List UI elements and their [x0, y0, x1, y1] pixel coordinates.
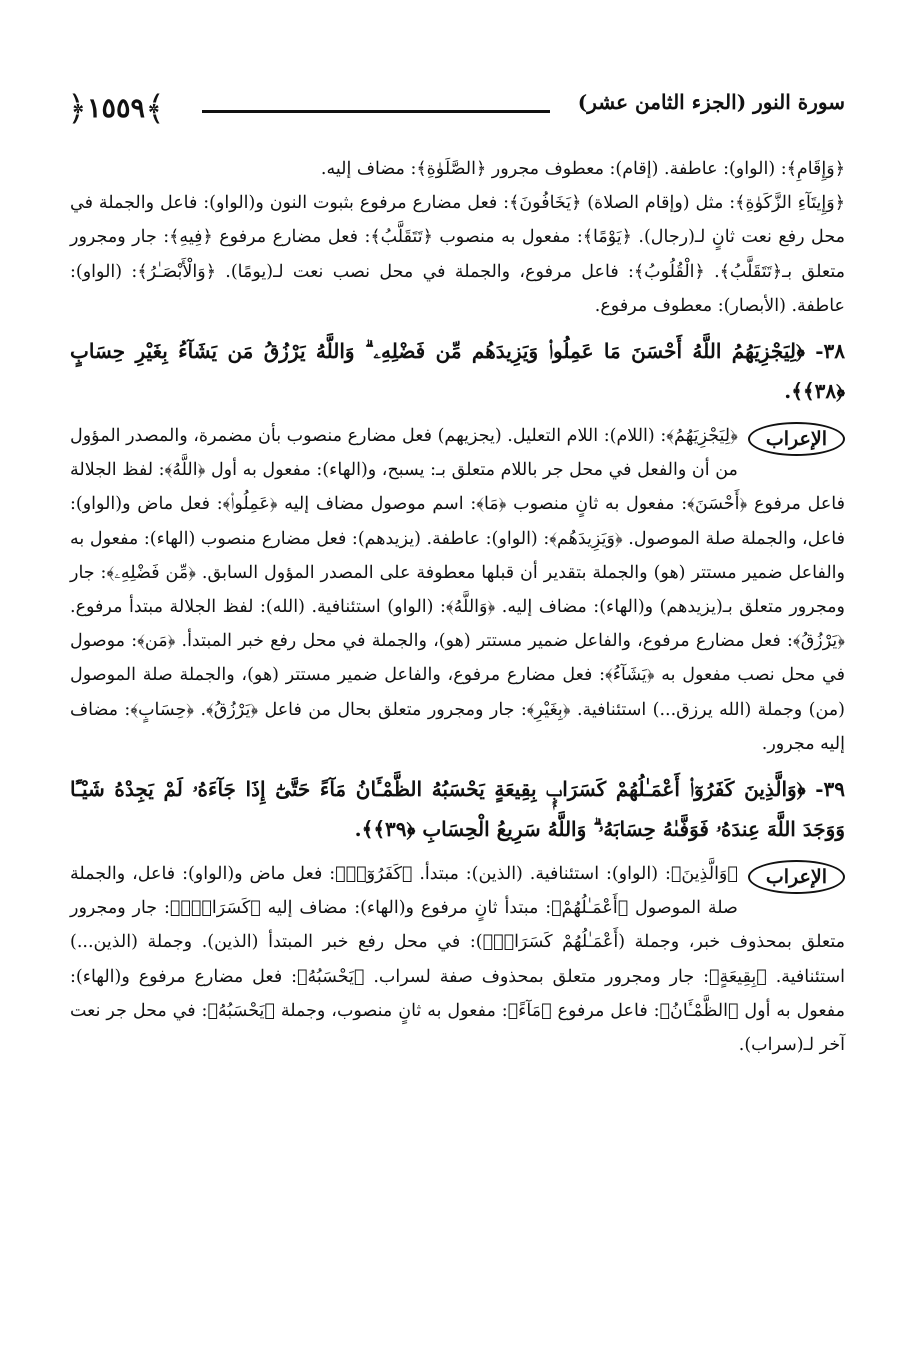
paragraph-1-body: ﴿وَإِيتَآءِ الزَّكَوٰةِ﴾: مثل (وإقام الصلاة) ﴿يَخَافُونَ﴾: فعل مضارع مرفوع بثبوت النون و(الواو): فاعل والجملة في محل رفع نعت ثانٍ لـ(رجال). ﴿يَوْمًا﴾: مفعول به منصوب ﴿تَتَقَلَّبُ﴾: فعل مضارع مرفوع ﴿فِيهِ﴾: جار ومجرور متعلق بـ﴿تَتَقَلَّبُ﴾. ﴿الْقُلُوبُ﴾: فاعل مرفوع، والجملة في محل نصب نعت لـ(يومًا). ﴿وَالْأَبْصَـٰرُ﴾: (الواو): عاطفة. (الأبصار): معطوف مرفوع. [70, 193, 845, 316]
irab-38 [70, 419, 845, 761]
page-header [67, 88, 845, 132]
irab-label-badge: الإعراب [748, 422, 845, 456]
paragraph-1-line: ﴿وَإِقَامِ﴾: (الواو): عاطفة. (إقام): معطوف مجرور ﴿الصَّلَوٰةِ﴾: مضاف إليه. [320, 159, 845, 179]
irab-39 [70, 857, 845, 1062]
header-rule [202, 110, 550, 113]
right-bracket-ornament: ﴾ [145, 88, 165, 129]
left-bracket-ornament: ﴿ [67, 88, 87, 129]
page-number [67, 88, 165, 129]
header-title: سورة النور (الجزء الثامن عشر) [577, 90, 845, 114]
irab-39-text: ﴿وَالَّذِينَ﴾: (الواو): استئنافية. (الذين): مبتدأ. ﴿كَفَرُوٓا۟﴾: فعل ماض و(الواو): فاعل، والجملة صلة الموصول ﴿أَعْمَـٰلُهُمْ﴾: مبتدأ ثانٍ مرفوع و(الهاء): مضاف إليه ﴿كَسَرَابٍۭ﴾: جار ومجرور متعلق بمحذوف خبر، وجملة (أَعْمَـٰلُهُمْ كَسَرَابٍۭ): في محل رفع خبر المبتدأ (الذين). وجملة (الذين...) استئنافية. ﴿بِقِيعَةٍ﴾: جار ومجرور متعلق بمحذوف صفة لسراب. ﴿يَحْسَبُهُ﴾: فعل مضارع مرفوع و(الهاء): مفعول به أول ﴿الظَّمْـَٔانُ﴾: فاعل مرفوع ﴿مَآءً﴾: مفعول به ثانٍ منصوب، وجملة ﴿يَحْسَبُهُ﴾: في محل جر نعت آخر لـ(سراب). [70, 864, 845, 1056]
page-body [70, 152, 845, 1062]
irab-label-badge-2: الإعراب [748, 860, 845, 894]
irab-38-text: ﴿لِيَجْزِيَهُمُ﴾: (اللام): اللام التعليل. (يجزيهم) فعل مضارع منصوب بأن مضمرة، والمصدر المؤول من أن والفعل في محل جر باللام متعلق بـ: يسبح، و(الهاء): مفعول به أول ﴿اللَّهُ﴾: لفظ الجلالة فاعل مرفوع ﴿أَحْسَنَ﴾: مفعول به ثانٍ منصوب ﴿مَا﴾: اسم موصول مضاف إليه ﴿عَمِلُوا۟﴾: فعل ماض و(الواو): فاعل، والجملة صلة الموصول. ﴿وَيَزِيدَهُم﴾: (الواو): عاطفة. (يزيدهم): فعل مضارع منصوب (الهاء): مفعول به والفاعل ضمير مستتر (هو) والجملة بتقدير أن قبلها معطوفة على المصدر المؤول السابق. ﴿مِّن فَضْلِهِۦ﴾: جار ومجرور متعلق بـ(يزيدهم) و(الهاء): مضاف إليه. ﴿وَاللَّهُ﴾: (الواو) استئنافية. (الله): لفظ الجلالة مبتدأ مرفوع. ﴿يَرْزُقُ﴾: فعل مضارع مرفوع، والفاعل ضمير مستتر (هو)، والجملة في محل رفع خبر المبتدأ. ﴿مَن﴾: موصول في محل نصب مفعول به ﴿يَشَآءُ﴾: فعل مضارع مرفوع، والفاعل ضمير مستتر (هو)، والجملة صلة الموصول (من) وجملة (الله يرزق...) استئنافية. ﴿بِغَيْرِ﴾: جار ومجرور متعلق بحال من فاعل ﴿يَرْزُقُ﴾. ﴿حِسَابٍ﴾: مضاف إليه مجرور. [70, 426, 845, 754]
verse-38: ٣٨- ﴿لِيَجْزِيَهُمُ اللَّهُ أَحْسَنَ مَا عَمِلُوا۟ وَيَزِيدَهُم مِّن فَضْلِهِۦ ۗ وَاللَّهُ يَرْزُقُ مَن يَشَآءُ بِغَيْرِ حِسَابٍ ﴿٣٨﴾﴾. [70, 339, 845, 404]
verse-39: ٣٩- ﴿وَالَّذِينَ كَفَرُوٓا۟ أَعْمَـٰلُهُمْ كَسَرَابٍۭ بِقِيعَةٍ يَحْسَبُهُ الظَّمْـَٔانُ مَآءً حَتَّىٰٓ إِذَا جَآءَهُۥ لَمْ يَجِدْهُ شَيْـًٔا وَوَجَدَ اللَّهَ عِندَهُۥ فَوَفَّىٰهُ حِسَابَهُۥ ۗ وَاللَّهُ سَرِيعُ الْحِسَابِ ﴿٣٩﴾﴾. [70, 777, 845, 842]
page-number-text: ١٥٥٩ [87, 92, 146, 124]
